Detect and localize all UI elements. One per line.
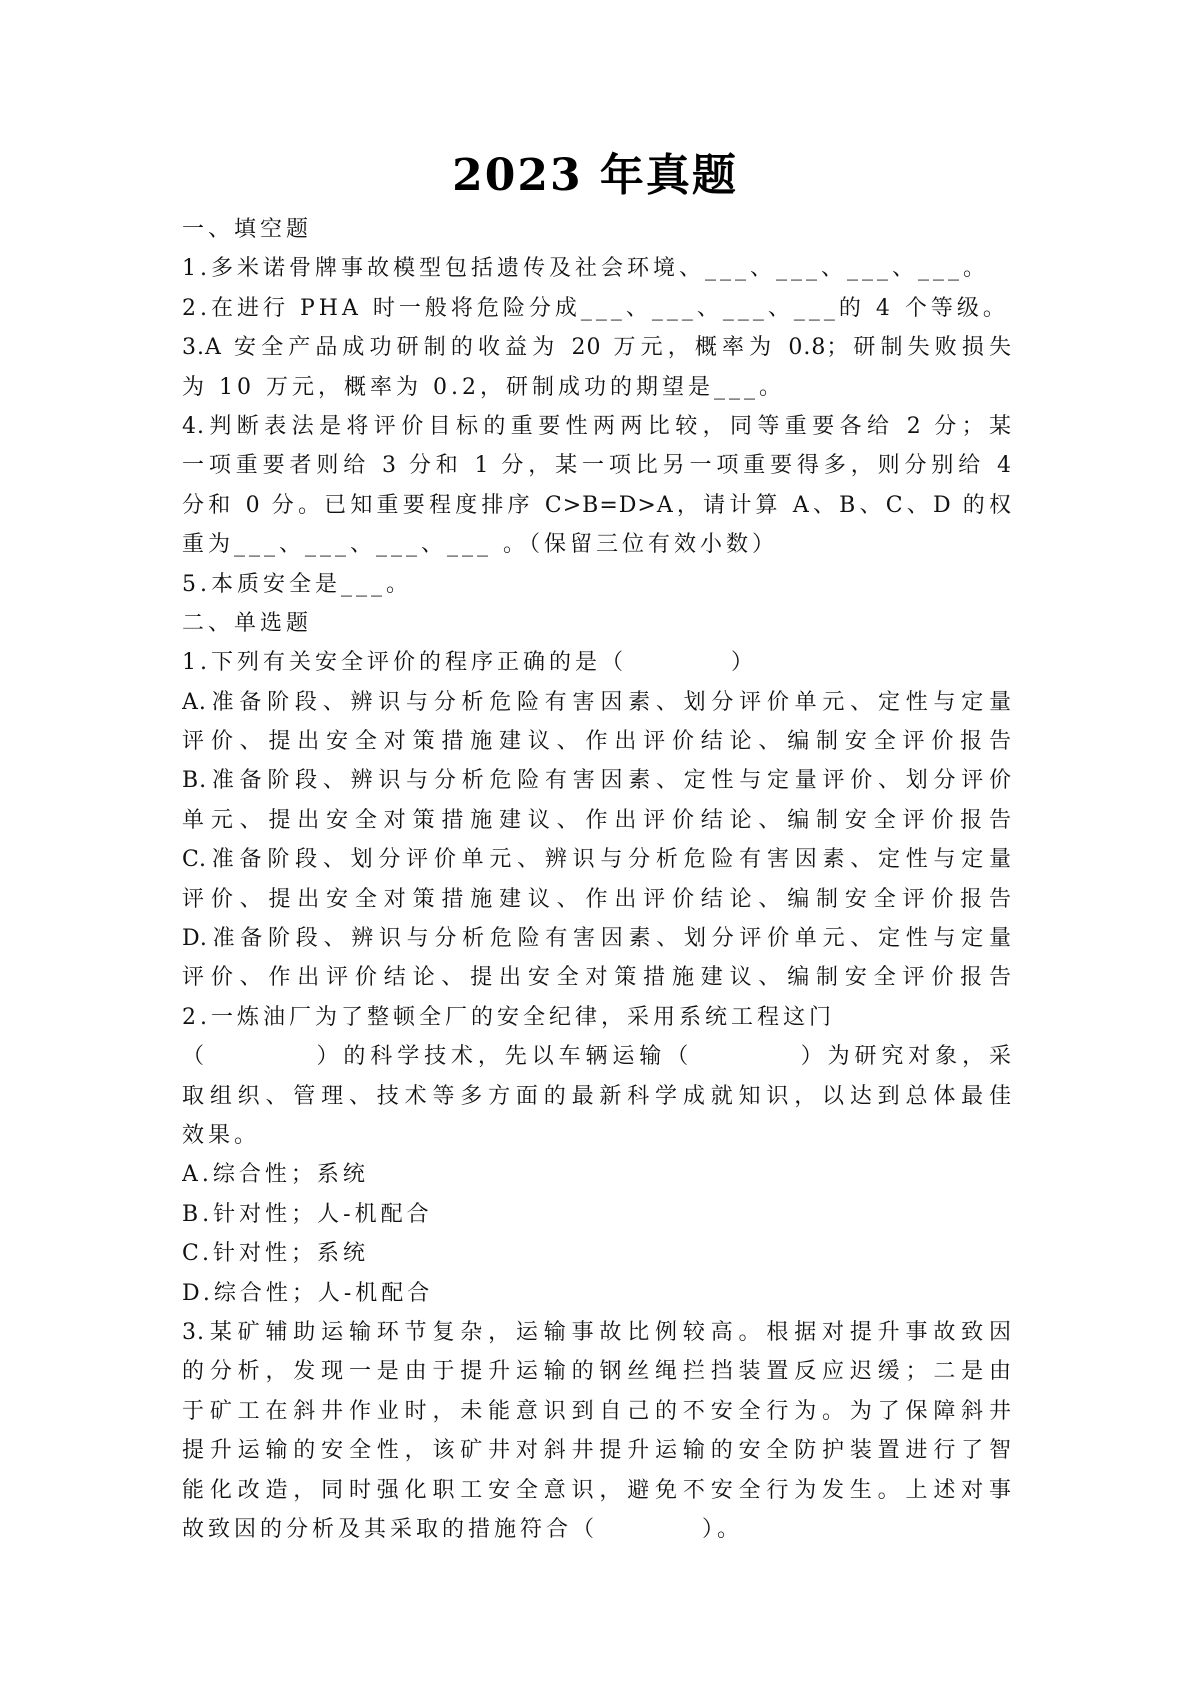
option-line: 单元、提出安全对策措施建议、作出评价结论、编制安全评价报告 [182,807,1012,833]
question-line: 重为___、___、___、___ 。（保留三位有效小数） [182,532,778,558]
option-line: 评价、作出评价结论、提出安全对策措施建议、编制安全评价报告 [182,965,1012,991]
section-heading-single-choice: 二、单选题 [182,610,313,636]
option-line: 评价、提出安全对策措施建议、作出评价结论、编制安全评价报告 [182,729,1012,755]
option-line: C.针对性；系统 [182,1241,370,1267]
question-line: 的分析，发现一是由于提升运输的钢丝绳拦挡装置反应迟缓；二是由 [182,1359,1012,1385]
question-line: 3.A 安全产品成功研制的收益为 20 万元，概率为 0.8；研制失败损失 [182,335,1012,361]
option-line: B.针对性；人-机配合 [182,1201,433,1227]
option-line: B.准备阶段、辨识与分析危险有害因素、定性与定量评价、划分评价 [182,768,1012,794]
question-line: 3.某矿辅助运输环节复杂，运输事故比例较高。根据对提升事故致因 [182,1319,1012,1345]
question-line: （ ）的科学技术，先以车辆运输（ ）为研究对象，采 [182,1044,1012,1070]
question-line: 1.多米诺骨牌事故模型包括遗传及社会环境、___、___、___、___。 [182,256,989,282]
question-line: 2.在进行 PHA 时一般将危险分成___、___、___、___的 4 个等级。 [182,295,1009,321]
option-line: A.准备阶段、辨识与分析危险有害因素、划分评价单元、定性与定量 [182,689,1012,715]
question-line: 4.判断表法是将评价目标的重要性两两比较，同等重要各给 2 分；某 [182,413,1012,439]
document-body [182,210,1012,1549]
question-line: 取组织、管理、技术等多方面的最新科学成就知识，以达到总体最佳 [182,1083,1012,1109]
question-line: 能化改造，同时强化职工安全意识，避免不安全行为发生。上述对事 [182,1477,1012,1503]
question-line: 效果。 [182,1122,261,1148]
question-line: 5.本质安全是___。 [182,571,412,597]
question-line: 于矿工在斜井作业时，未能意识到自己的不安全行为。为了保障斜井 [182,1398,1012,1424]
page-title: 2023 年真题 [452,150,738,201]
question-line: 故致因的分析及其采取的措施符合（ ）。 [182,1516,744,1542]
question-line: 2.一炼油厂为了整顿全厂的安全纪律，采用系统工程这门 [182,1004,835,1030]
option-line: 评价、提出安全对策措施建议、作出评价结论、编制安全评价报告 [182,886,1012,912]
question-line: 为 10 万元，概率为 0.2，研制成功的期望是___。 [182,374,785,400]
section-heading-fill-in: 一、填空题 [182,217,313,242]
option-line: C.准备阶段、划分评价单元、辨识与分析危险有害因素、定性与定量 [182,847,1012,873]
option-line: D.准备阶段、辨识与分析危险有害因素、划分评价单元、定性与定量 [182,926,1012,952]
question-line: 1.下列有关安全评价的程序正确的是（ ） [182,650,757,676]
option-line: A.综合性；系统 [182,1162,369,1188]
question-line: 分和 0 分。已知重要程度排序 C>B=D>A，请计算 A、B、C、D 的权 [182,492,1012,518]
option-line: D.综合性；人-机配合 [182,1280,434,1306]
question-line: 一项重要者则给 3 分和 1 分，某一项比另一项重要得多，则分别给 4 [182,453,1012,479]
question-line: 提升运输的安全性，该矿井对斜井提升运输的安全防护装置进行了智 [182,1438,1012,1464]
